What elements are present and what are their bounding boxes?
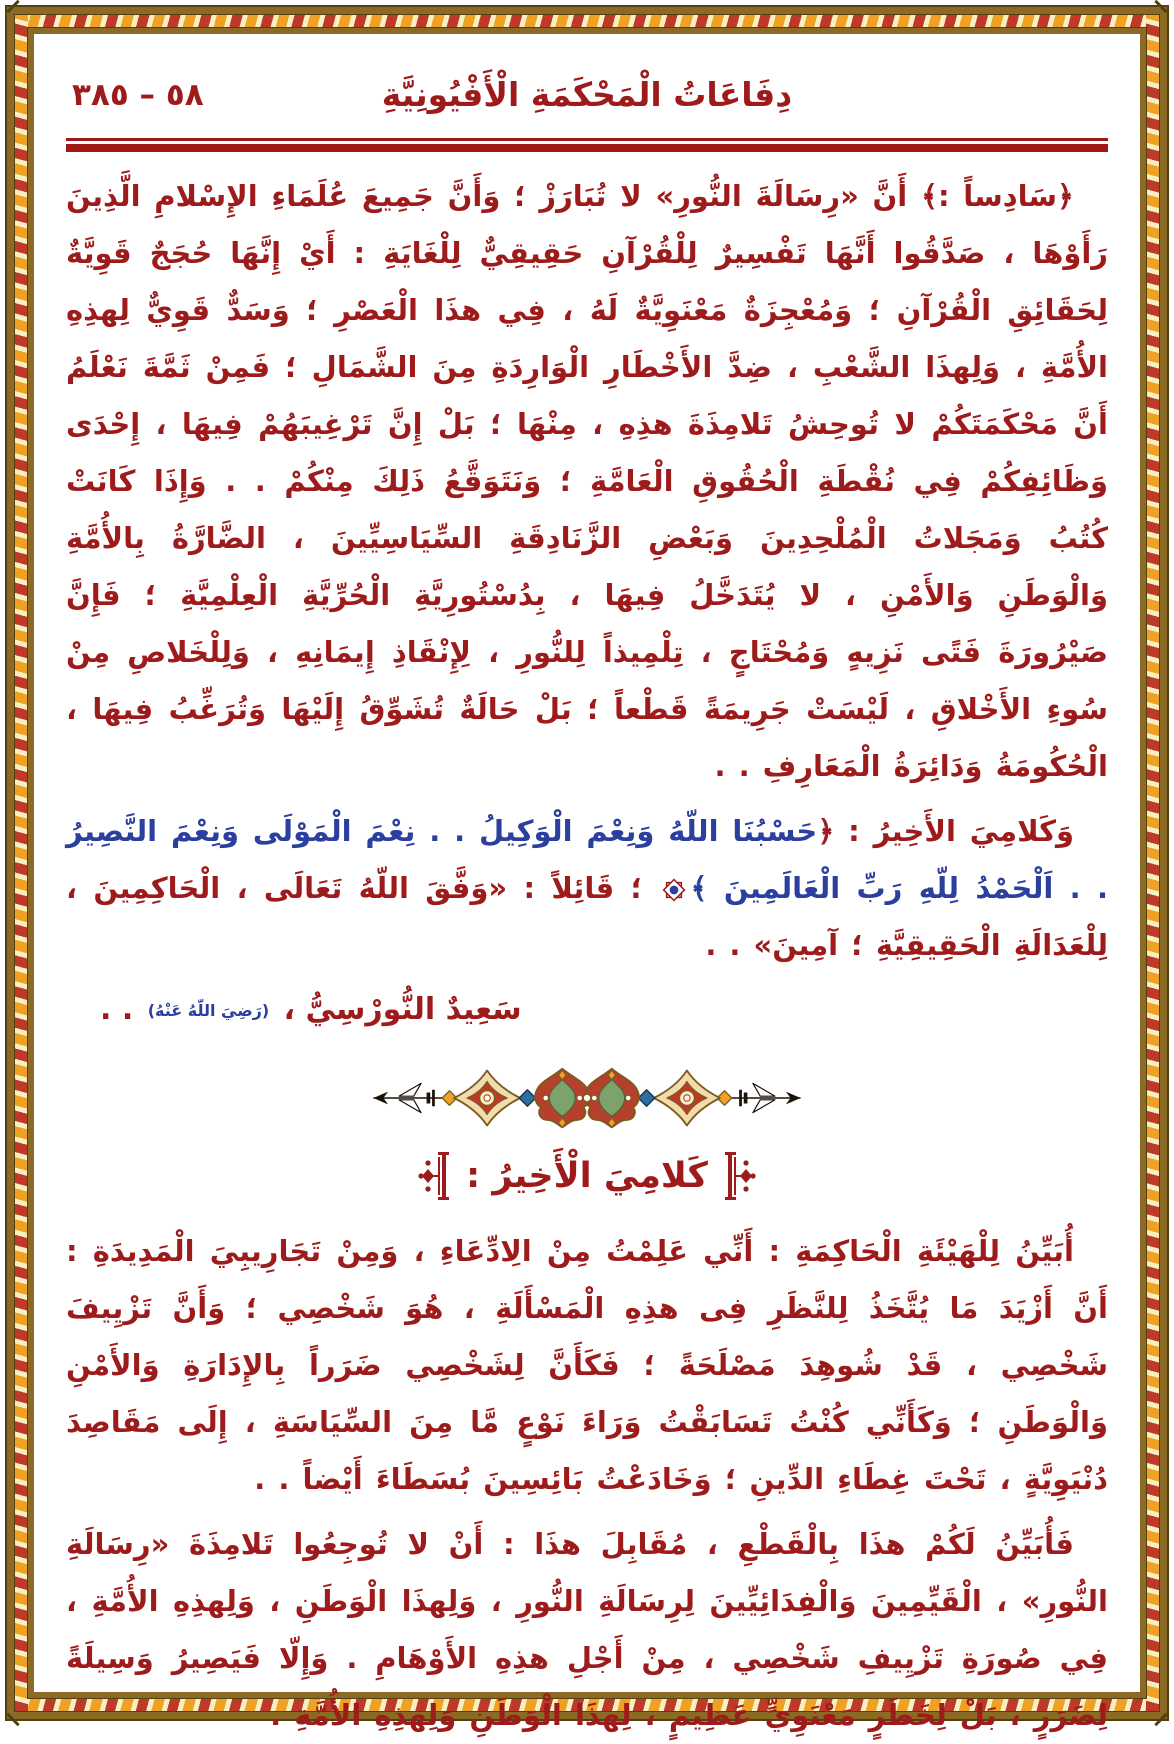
border-band-inner [28, 28, 1146, 1732]
ornamental-divider-icon [352, 1065, 822, 1131]
section-divider [66, 1065, 1108, 1135]
page-numbers: ٥٨ – ٣٨٥ [72, 77, 204, 113]
page-frame [5, 5, 1169, 1732]
heading-bracket-right-icon [722, 1151, 756, 1201]
paragraph-statement: أُبَيِّنُ لِلْهَيْئَةِ الْحَاكِمَةِ : أَنِّي عَلِمْتُ مِنْ الِادِّعَاءِ ، وَمِنْ تَجَارِيبِيَ الْمَدِيدَةِ : أَنَّ أَزْيَدَ مَا يُتَّخَذُ لِلنَّظَرِ فِى هذِهِ الْمَسْأَلَةِ ، هُوَ شَخْصِي ؛ وَأَنَّ تَزْيِيفَ شَخْصِي ، قَدْ شُوهِدَ مَصْلَحَةً ؛ فَكَأَنَّ لِشَخْصِي ضَرَراً بِالإِدَارَةِ وَالأَمْنِ وَالْوَطَنِ ؛ وَكَأَنِّي كُنْتُ تَسَابَقْتُ وَرَاءَ نَوْعٍ مَّا مِنَ السِّيَاسَةِ ، إِلَى مَقَاصِدَ دُنْيَوِيَّةٍ ، تَحْتَ غِطَاءِ الدِّينِ ؛ وَخَادَعْتُ بَائِسِينَ بُسَطَاءَ أَيْضاً . . [66, 1233, 1108, 1496]
signature-seal: (رَضِيَ اللّهُ عَنْهُ) [147, 1000, 270, 1020]
quran-quote: حَسْبُنَا اللّهُ وَنِعْمَ الْوَكِيلُ . . نِعْمَ الْمَوْلَى وَنِعْمَ النَّصِيرُ . . اَلْحَمْدُ لِلّهِ رَبِّ الْعَالَمِينَ ﴾ [66, 814, 1108, 905]
page-content [34, 34, 1140, 1732]
heading-bracket-left-icon [418, 1151, 452, 1201]
page-header [66, 56, 1108, 134]
final-words-tail: ؛ قَائِلاً : «وَفَّقَ اللّهُ تَعَالَى ، الْحَاكِمِينَ ، لِلْعَدَالَةِ الْحَقِيقِيَّةِ ؛ آمِينَ» . . [66, 871, 1108, 962]
border-chain-right [1146, 15, 1159, 1711]
paragraph-sixthly: ﴿سَادِساً :﴾ أَنَّ «رِسَالَةَ النُّورِ» لا تُبَارَزْ ؛ وَأَنَّ جَمِيعَ عُلَمَاءِ الإِسْلامِ الَّذِينَ رَأَوْهَا ، صَدَّقُوا أَنَّهَا تَفْسِيرٌ لِلْقُرْآنِ حَقِيقِيٌّ لِلْغَايَةِ : أَيْ إِنَّهَا حُجَجٌ قَوِيَّةٌ لِحَقَائِقِ الْقُرْآنِ ؛ وَمُعْجِزَةٌ مَعْنَوِيَّةٌ لَهُ ، فِي هذَا الْعَصْرِ ؛ وَسَدٌّ قَوِيٌّ لِهذِهِ الأُمَّةِ ، وَلِهذَا الشَّعْبِ ، ضِدَّ الأَخْطَارِ الْوَارِدَةِ مِنَ الشَّمَالِ ؛ فَمِنْ ثَمَّةَ نَعْلَمُ أَنَّ مَحْكَمَتَكُمْ لا تُوحِشُ تَلامِذَةَ هذِهِ ، مِنْهَا ؛ بَلْ إِنَّ تَرْغِيبَهُمْ فِيهَا ، إِحْدَى وَظَائِفِكُمْ فِي نُقْطَةِ الْحُقُوقِ الْعَامَّةِ ؛ وَنَتَوَقَّعُ ذَلِكَ مِنْكُمْ . . وَإِذَا كَانَتْ كُتُبُ وَمَجَلاتُ الْمُلْحِدِينَ وَبَعْضِ الزَّنَادِقَةِ السِّيَاسِيِّينَ ، الضَّارَّةُ بِالأُمَّةِ وَالْوَطَنِ وَالأَمْنِ ، لا يُتَدَخَّلُ فِيهَا ، بِدُسْتُورِيَّةِ الْحُرِّيَّةِ الْعِلْمِيَّةِ ؛ فَإِنَّ صَيْرُورَةَ فَتًى نَزِيهٍ وَمُحْتَاجٍ ، تِلْمِيذاً لِلنُّورِ ، لِإِنْقَاذِ إِيمَانِهِ ، وَلِلْخَلاصِ مِنْ سُوءِ الأَخْلاقِ ، لَيْسَتْ جَرِيمَةً قَطْعاً ؛ بَلْ حَالَةٌ تُشَوِّقُ إِلَيْهَا وَتُرَغِّبُ فِيهَا ، الْحُكُومَةُ وَدَائِرَةُ الْمَعَارِفِ . . [66, 179, 1108, 783]
border-chain [14, 14, 1160, 1732]
border-band-outer [7, 7, 1167, 1732]
final-words-lead: وَكَلامِيَ الأَخِيرُ : ﴿ [817, 814, 1074, 848]
signature-name: سَعِيدٌ النُّورْسِيُّ ، [273, 992, 522, 1027]
signature-line [66, 982, 1108, 1039]
border-chain-left [15, 15, 28, 1711]
border-chain-top [15, 15, 1159, 28]
header-rule-thick [66, 144, 1108, 152]
header-rule-thin [66, 138, 1108, 141]
page-title: دِفَاعَاتُ الْمَحْكَمَةِ الْأَفْيُونِيَّةِ [381, 75, 793, 114]
header-rule [66, 138, 1108, 152]
section-heading-text: كَلامِيَ الْأَخِيرُ : [466, 1155, 708, 1196]
signature-dots: . . [100, 992, 144, 1027]
paragraph-closing: فَأُبَيِّنُ لَكُمْ هذَا بِالْقَطْعِ ، مُقَابِلَ هذَا : أَنْ لا تُوجِعُوا تَلامِذَةَ «رِسَالَةِ النُّورِ» ، الْقَيِّمِينَ وَالْفِدَائِيِّينَ لِرِسَالَةِ النُّورِ ، وَلِهذَا الْوَطَنِ ، وَلِهذِهِ الأُمَّةِ ، فِي صُورَةِ تَزْيِيفِ شَخْصِي ، مِنْ أَجْلِ هذِهِ الأَوْهَامِ . وَإِلّا فَيَصِيرُ وَسِيلَةً لِضَرَرٍ ، بَلْ لِخَطَرٍ مَعْنَوِيٍّ عَظِيمٍ ، لِهذَا الْوَطَنِ وَلِهذِهِ الأُمَّةِ . [66, 1526, 1108, 1732]
hizb-rosette-icon [661, 877, 687, 903]
section-heading [66, 1151, 1108, 1201]
paragraph-final-words [66, 803, 1108, 974]
